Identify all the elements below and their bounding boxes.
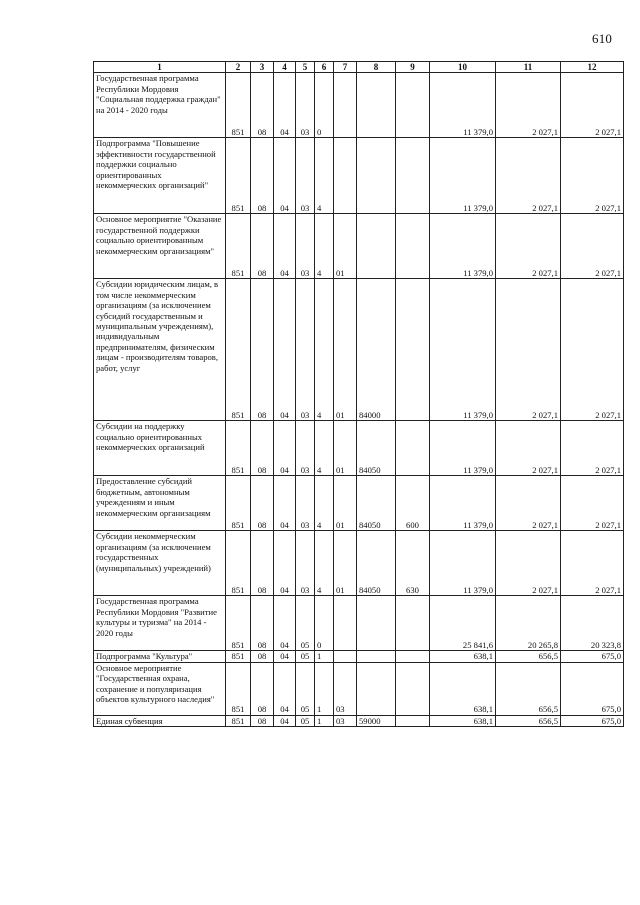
row-name: Подпрограмма "Повышение эффективности государственной поддержки социально ориентированных некоммерческих организаций" [94,138,226,214]
cell-c7: 01 [334,421,357,476]
cell-c6: 4 [315,531,334,596]
cell-c3: 08 [251,279,274,421]
col-header-1: 1 [94,62,226,73]
cell-c5: 03 [296,421,315,476]
table-row [94,279,624,421]
row-name: Государственная программа Республики Мордовия "Социальная поддержка граждан" на 2014 - 2020 годы [94,73,226,138]
col-header-11: 11 [496,62,561,73]
cell-c6: 0 [315,73,334,138]
cell-c7 [334,73,357,138]
cell-c11: 2 027,1 [496,421,561,476]
cell-c10: 11 379,0 [430,279,496,421]
cell-c5: 05 [296,596,315,651]
cell-c9 [396,651,430,662]
cell-c11: 2 027,1 [496,73,561,138]
cell-c3: 08 [251,662,274,715]
cell-c4: 04 [274,662,296,715]
cell-c5: 03 [296,214,315,279]
cell-c12: 2 027,1 [561,531,624,596]
cell-c4: 04 [274,421,296,476]
cell-c7: 03 [334,662,357,715]
table-row [94,531,624,596]
cell-c12: 2 027,1 [561,138,624,214]
cell-c3: 08 [251,715,274,726]
cell-c6: 1 [315,651,334,662]
cell-c7: 01 [334,476,357,531]
row-name: Предоставление субсидий бюджетным, автономным учреждениям и иным некоммерческим организациям [94,476,226,531]
table-row [94,715,624,726]
col-header-2: 2 [226,62,251,73]
cell-c8 [357,73,396,138]
cell-c6: 4 [315,214,334,279]
table-row [94,214,624,279]
cell-c8: 84050 [357,476,396,531]
cell-c2: 851 [226,651,251,662]
table-row [94,596,624,651]
cell-c2: 851 [226,662,251,715]
cell-c5: 05 [296,651,315,662]
cell-c10: 11 379,0 [430,73,496,138]
cell-c7: 01 [334,531,357,596]
cell-c6: 4 [315,476,334,531]
cell-c4: 04 [274,476,296,531]
cell-c11: 2 027,1 [496,476,561,531]
cell-c4: 04 [274,73,296,138]
table-row [94,662,624,715]
cell-c5: 03 [296,73,315,138]
cell-c9 [396,73,430,138]
budget-table [93,61,624,727]
cell-c5: 03 [296,531,315,596]
cell-c10: 11 379,0 [430,214,496,279]
cell-c10: 11 379,0 [430,138,496,214]
cell-c9 [396,279,430,421]
cell-c8 [357,596,396,651]
cell-c3: 08 [251,73,274,138]
cell-c6: 1 [315,715,334,726]
cell-c10: 25 841,6 [430,596,496,651]
row-name: Субсидии юридическим лицам, в том числе некоммерческим организациям (за исключением субсидий государственным и муниципальным учреждениям), индивидуальным предпринимателям, физическим лицам - производителям товаров, работ, услуг [94,279,226,421]
cell-c9 [396,214,430,279]
cell-c7: 01 [334,214,357,279]
cell-c2: 851 [226,138,251,214]
cell-c3: 08 [251,596,274,651]
cell-c4: 04 [274,279,296,421]
cell-c12: 675,0 [561,662,624,715]
cell-c3: 08 [251,138,274,214]
cell-c5: 03 [296,138,315,214]
cell-c2: 851 [226,476,251,531]
table-row [94,651,624,662]
row-name: Субсидии на поддержку социально ориентированных некоммерческих организаций [94,421,226,476]
cell-c12: 2 027,1 [561,73,624,138]
table-row [94,421,624,476]
cell-c2: 851 [226,73,251,138]
row-name: Основное мероприятие "Государственная охрана, сохранение и популяризация объектов культурного наследия" [94,662,226,715]
cell-c5: 03 [296,476,315,531]
col-header-8: 8 [357,62,396,73]
cell-c10: 11 379,0 [430,476,496,531]
cell-c6: 4 [315,279,334,421]
table-row [94,73,624,138]
cell-c11: 2 027,1 [496,214,561,279]
cell-c5: 05 [296,662,315,715]
cell-c2: 851 [226,596,251,651]
cell-c11: 656,5 [496,715,561,726]
cell-c9: 600 [396,476,430,531]
cell-c3: 08 [251,651,274,662]
cell-c12: 2 027,1 [561,214,624,279]
cell-c5: 03 [296,279,315,421]
cell-c3: 08 [251,214,274,279]
col-header-6: 6 [315,62,334,73]
cell-c10: 11 379,0 [430,421,496,476]
page-number: 610 [592,31,613,46]
cell-c12: 20 323,8 [561,596,624,651]
cell-c9 [396,138,430,214]
cell-c3: 08 [251,476,274,531]
cell-c4: 04 [274,138,296,214]
cell-c11: 656,5 [496,662,561,715]
cell-c11: 2 027,1 [496,279,561,421]
cell-c6: 1 [315,662,334,715]
cell-c10: 638,1 [430,715,496,726]
cell-c3: 08 [251,421,274,476]
col-header-7: 7 [334,62,357,73]
cell-c4: 04 [274,531,296,596]
cell-c12: 2 027,1 [561,421,624,476]
table-row [94,138,624,214]
header-row [94,62,624,73]
row-name: Государственная программа Республики Мордовия "Развитие культуры и туризма" на 2014 - 2020 годы [94,596,226,651]
cell-c2: 851 [226,715,251,726]
cell-c3: 08 [251,531,274,596]
cell-c6: 4 [315,421,334,476]
cell-c2: 851 [226,214,251,279]
cell-c4: 04 [274,715,296,726]
cell-c7: 03 [334,715,357,726]
cell-c4: 04 [274,596,296,651]
cell-c7 [334,651,357,662]
cell-c8 [357,138,396,214]
row-name: Основное мероприятие "Оказание государственной поддержки социально ориентированным некоммерческим организациям" [94,214,226,279]
cell-c9 [396,715,430,726]
cell-c9 [396,662,430,715]
col-header-12: 12 [561,62,624,73]
cell-c11: 2 027,1 [496,138,561,214]
row-name: Субсидии некоммерческим организациям (за исключением государственных (муниципальных) учреждений) [94,531,226,596]
cell-c8: 84000 [357,279,396,421]
cell-c2: 851 [226,279,251,421]
cell-c11: 2 027,1 [496,531,561,596]
col-header-9: 9 [396,62,430,73]
cell-c5: 05 [296,715,315,726]
cell-c8: 59000 [357,715,396,726]
cell-c11: 656,5 [496,651,561,662]
cell-c12: 675,0 [561,651,624,662]
row-name: Подпрограмма "Культура" [94,651,226,662]
cell-c10: 11 379,0 [430,531,496,596]
cell-c8 [357,214,396,279]
cell-c7: 01 [334,279,357,421]
col-header-3: 3 [251,62,274,73]
cell-c11: 20 265,8 [496,596,561,651]
cell-c9 [396,596,430,651]
cell-c2: 851 [226,531,251,596]
table-row [94,476,624,531]
cell-c8 [357,662,396,715]
cell-c8: 84050 [357,531,396,596]
cell-c4: 04 [274,651,296,662]
cell-c7 [334,596,357,651]
cell-c8: 84050 [357,421,396,476]
cell-c4: 04 [274,214,296,279]
cell-c10: 638,1 [430,651,496,662]
cell-c12: 2 027,1 [561,476,624,531]
col-header-5: 5 [296,62,315,73]
cell-c6: 4 [315,138,334,214]
cell-c12: 675,0 [561,715,624,726]
cell-c2: 851 [226,421,251,476]
cell-c12: 2 027,1 [561,279,624,421]
cell-c7 [334,138,357,214]
cell-c10: 638,1 [430,662,496,715]
row-name: Единая субвенция [94,715,226,726]
cell-c8 [357,651,396,662]
cell-c9: 630 [396,531,430,596]
cell-c9 [396,421,430,476]
col-header-4: 4 [274,62,296,73]
cell-c6: 0 [315,596,334,651]
col-header-10: 10 [430,62,496,73]
